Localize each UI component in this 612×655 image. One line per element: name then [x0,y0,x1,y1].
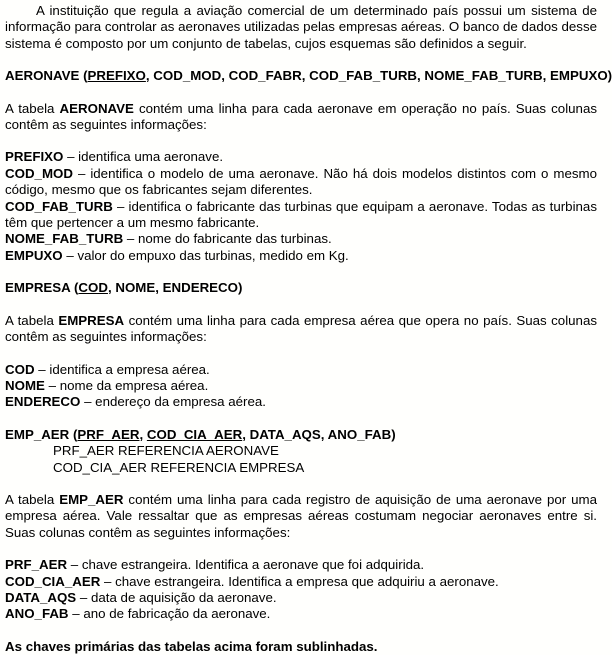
schema-close-paren: ) [607,68,612,84]
schema-separator: , [145,68,154,84]
schema-column-pk: COD_CIA_AER [146,426,243,442]
column-definition [5,362,597,378]
definition-term: ANO_FAB [5,606,69,622]
description-prefix: A tabela [5,312,59,328]
schema-separator: , [301,68,310,84]
definition-text: data de aquisição da aeronave. [90,589,277,605]
definition-term: ENDERECO [5,394,81,410]
schema-column: NOME_FAB_TURB [424,68,543,84]
column-definitions-emp_aer [5,557,597,623]
schema-close-paren: ) [238,280,243,296]
schema-column: DATA_AQS [249,426,321,442]
definition-term: EMPUXO [5,247,63,263]
spacer [5,541,597,557]
schema-column: ENDERECO [162,280,239,296]
definition-dash: – [68,606,84,622]
schema-column-pk: COD [78,280,108,296]
description-table-name: EMP_AER [59,491,124,507]
definition-dash: – [63,149,79,165]
schema-open-paren: ( [79,68,88,84]
description-table-name: AERONAVE [59,100,134,116]
column-definition [5,231,597,247]
definition-text: endereço da empresa aérea. [95,394,266,410]
description-suffix: contém uma linha para cada empresa aérea que opera no país. Suas colunas contêm as seguintes informações: [5,312,597,345]
definition-term: PRF_AER [5,557,68,573]
schema-column: EMPUXO [550,68,608,84]
definition-text: valor do empuxo das turbinas, medido em Kg. [77,247,349,263]
description-table-name: EMPRESA [58,312,125,328]
definition-dash: – [76,589,91,605]
schema-column: COD_MOD [153,68,222,84]
definition-term: NOME_FAB_TURB [5,231,124,247]
column-definition [5,166,597,199]
schema-line-emp_aer [5,427,597,443]
schema-column-pk: PREFIXO [87,68,146,84]
definition-term: NOME [5,377,45,393]
spacer [5,346,597,362]
definition-dash: – [123,231,139,247]
spacer [5,411,597,427]
column-definition [5,378,597,394]
column-definition [5,394,597,410]
definition-dash: – [34,361,50,377]
schema-table-name: AERONAVE [5,68,80,84]
table-section-aeronave [5,68,612,280]
intro-paragraph: A instituição que regula a aviação comercial de um determinado país possui um sistema de informação para controlar as aeronaves utilizadas pelas empresas aéreas. O banco de dados desse sistema é composto por um conjunto de tabelas, cujos esquemas são definidos a seguir. [5,3,597,51]
schema-separator: , [139,426,147,442]
schema-reference-line: PRF_AER REFERENCIA AERONAVE [53,443,279,459]
schema-open-paren: ( [70,280,79,296]
schema-close-paren: ) [391,426,396,442]
schema-column: COD_FABR [228,68,302,84]
definition-text: chave estrangeira. Identifica a aeronave que foi adquirida. [81,557,425,573]
schema-column: COD_FAB_TURB [309,68,418,84]
schema-separator: , [155,280,163,296]
schema-line-empresa [5,280,597,296]
definition-term: DATA_AQS [5,589,77,605]
definition-text: ano de fabricação da aeronave. [83,606,271,622]
closing-note: As chaves primárias das tabelas acima foram sublinhadas. [5,638,378,654]
table-sections [5,68,612,639]
description-prefix: A tabela [5,491,60,507]
definition-dash: – [100,573,116,589]
schema-separator: , [107,280,116,296]
table-section-empresa [5,280,597,426]
column-definitions-aeronave [5,149,597,264]
column-definition [5,248,597,264]
column-definition [5,574,597,590]
definition-text: identifica o fabricante das turbinas que equipam a aeronave. Todas as turbinas têm que pertencer a um mesmo fabricante. [5,198,597,231]
definition-text: nome do fabricante das turbinas. [138,231,332,247]
table-section-emp_aer [5,427,597,639]
schema-reference-line: COD_CIA_AER REFERENCIA EMPRESA [53,459,305,475]
spacer [5,85,597,101]
column-definition [5,557,597,573]
definition-term: COD_MOD [5,165,73,181]
definition-text: nome da empresa aérea. [59,377,209,393]
schema-open-paren: ( [69,426,78,442]
table-description-aeronave [5,101,597,134]
spacer [5,52,597,68]
definition-text: chave estrangeira. Identifica a empresa que adquiriu a aeronave. [115,573,499,589]
spacer [5,264,597,280]
definition-dash: – [44,377,60,393]
definition-term: PREFIXO [5,149,64,165]
schema-column: NOME [115,280,156,296]
definition-term: COD_FAB_TURB [5,198,113,214]
definition-dash: – [67,557,82,573]
column-definition [5,199,597,232]
column-definition [5,149,597,165]
table-description-emp_aer [5,492,597,541]
definition-text: identifica uma aeronave. [78,149,224,165]
column-definitions-empresa [5,362,597,411]
column-definition [5,606,597,622]
schema-column: ANO_FAB [327,426,392,442]
schema-separator: , [542,68,551,84]
table-description-empresa [5,313,597,346]
definition-dash: – [72,165,91,181]
spacer [5,476,597,492]
schema-separator: , [417,68,425,84]
schema-separator: , [221,68,229,84]
schema-table-name: EMPRESA [5,280,71,296]
description-suffix: contém uma linha para cada aeronave em operação no país. Suas colunas contêm as seguintes informações: [5,100,597,133]
definition-dash: – [80,394,96,410]
spacer [5,133,597,149]
spacer [5,623,597,639]
schema-table-name: EMP_AER [5,426,70,442]
definition-text: identifica a empresa aérea. [49,361,210,377]
schema-separator: , [320,426,328,442]
column-definition [5,590,597,606]
schema-column-pk: PRF_AER [77,426,140,442]
definition-text: identifica o modelo de uma aeronave. Não há dois modelos distintos com o mesmo código, mesmo que os fabricantes sejam diferentes. [5,165,598,198]
spacer [5,297,597,313]
schema-line-aeronave [5,68,612,84]
definition-dash: – [62,247,78,263]
schema-separator: , [242,426,250,442]
definition-dash: – [112,198,129,214]
definition-term: COD_CIA_AER [5,573,101,589]
description-suffix: contém uma linha para cada registro de aquisição de uma aeronave por uma empresa aérea. Vale ressaltar que as empresas aéreas costumam negociar aeronaves entre si. Suas colunas contêm as seguintes informações: [5,491,597,540]
description-prefix: A tabela [5,100,60,116]
definition-term: COD [5,361,35,377]
